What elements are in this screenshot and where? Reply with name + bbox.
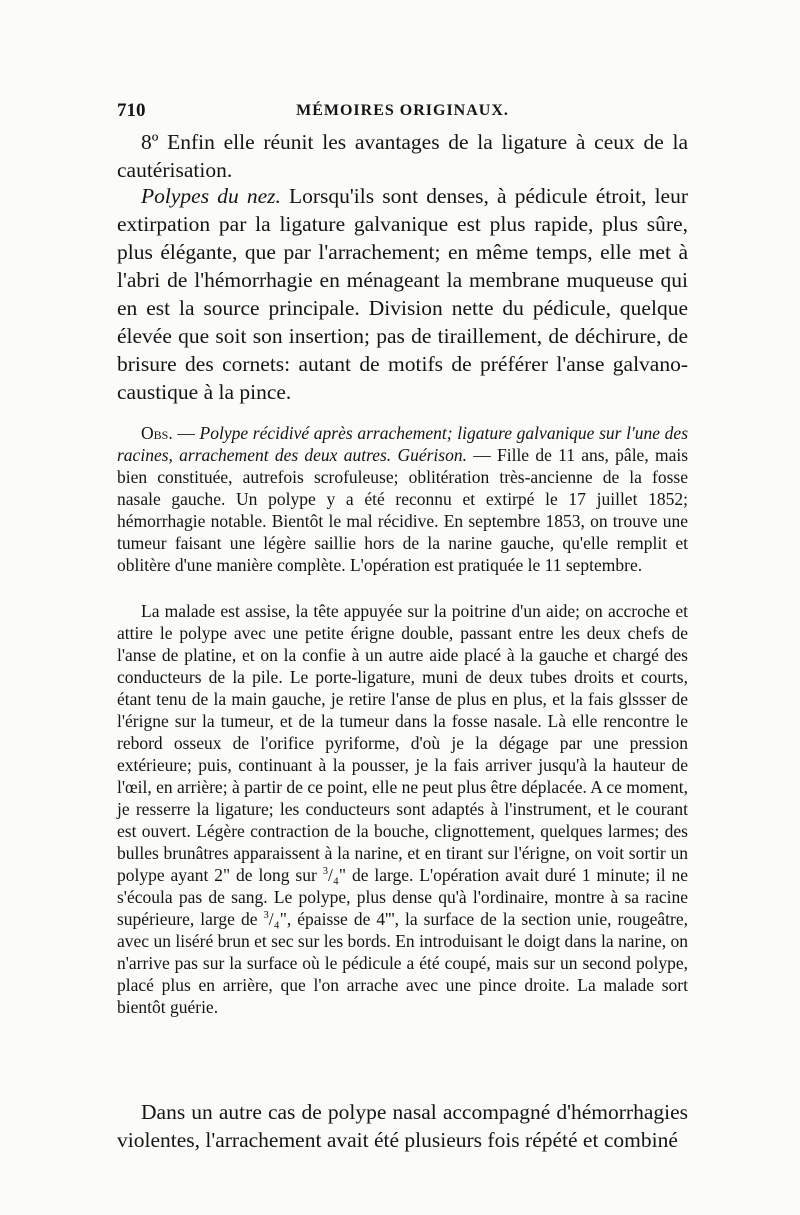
paragraph-text-cont: /₄" de large. L'opération avait duré 1 minute; il ne s'écoula pas de sang. Le polype, plus dense qu'à l'ordinaire, montre à sa racine supérieure, large de xyxy=(117,865,689,929)
paragraph-ligature-advantages xyxy=(117,128,688,184)
paragraph-text: La malade est assise, la tête appuyée sur la poitrine d'un aide; on accroche et attire le polype avec une petite érigne double, passant entre les deux chefs de l'anse de platine, et on la confie à un autre aide placé à la gauche et chargé des conducteurs de la pile. Le porte-ligature, muni de deux tubes droits et courts, étant tenu de la main gauche, je retire l'anse de plus en plus, et la fais glssser de l'érigne sur la tumeur, et de la tumeur dans la fosse nasale. Là elle rencontre le rebord osseux de l'orifice pyriforme, d'où je la dégage par une pression extérieure; puis, continuant à la pousser, je la fais arriver jusqu'à la hauteur de l'œil, en arrière; à partir de ce point, elle ne peut plus être déplacée. A ce moment, je resserre la ligature; les conducteurs sont adaptés à l'instrument, et le courant est ouvert. Légère contraction de la bouche, clignottement, quelques larmes; des bulles brunâtres apparaissent à la narine, et en tirant sur l'érigne, on voit sortir un polype ayant 2" de long sur xyxy=(117,601,688,885)
paragraph-other-case xyxy=(117,1098,688,1154)
paragraph-text-cont: /₄", épaisse de 4''', la surface de la section unie, rougeâtre, avec un liséré brun et sec sur les bords. En introduisant le doigt dans la narine, on n'arrive pas sur la surface où le pédicule a été coupé, mais sur un second polype, placé plus en arrière, que l'on arrache avec une pince droite. La malade sort bientôt guérie. xyxy=(117,909,688,1017)
observation-title: Polype récidivé après arrachement; ligature galvanique sur l'une des racines, arrachement des deux autres. Guérison. xyxy=(117,423,689,465)
observation-dash: — xyxy=(172,423,200,443)
page-header xyxy=(117,100,688,130)
paragraph-operation xyxy=(117,600,688,1018)
paragraph-text: 8º Enfin elle réunit les avantages de la ligature à ceux de la cautérisation. xyxy=(117,130,688,182)
observation-text: — Fille de 11 ans, pâle, mais bien constituée, autrefois scrofuleuse; oblitération très-ancienne de la fosse nasale gauche. Un polype y a été reconnu et extirpé le 17 juillet 1852; hémorrhagie notable. Bientôt le mal récidive. En septembre 1853, on trouve une tumeur faisant une légère saillie hors de la narine gauche, qu'elle remplit et oblitère d'une manière complète. L'opération est pratiquée le 11 septembre. xyxy=(117,445,689,575)
running-head: MÉMOIRES ORIGINAUX. xyxy=(296,102,509,119)
paragraph-text: Dans un autre cas de polype nasal accompagné d'hémorrhagies violentes, l'arrachement avait été plusieurs fois répété et combiné xyxy=(117,1100,688,1152)
observation-case xyxy=(117,422,688,576)
observation-label: Obs. xyxy=(141,423,173,443)
section-heading: Polypes du nez. xyxy=(141,184,281,208)
page-number: 710 xyxy=(117,100,146,121)
fraction-numerator: 3 xyxy=(263,910,269,922)
paragraph-nasal-polyps xyxy=(117,182,688,406)
paragraph-text: Lorsqu'ils sont denses, à pédicule étroit, leur extirpation par la ligature galvanique est plus rapide, plus sûre, plus élégante, que par l'arrachement; en même temps, elle met à l'abri de l'hémorrhagie en ménageant la membrane muqueuse qui en est la source principale. Division nette du pédicule, quelque élevée que soit son insertion; pas de tiraillement, de déchirure, de brisure des cornets: autant de motifs de préférer l'anse galvano-caustique à la pince. xyxy=(117,184,689,404)
fraction-numerator: 3 xyxy=(322,866,328,878)
